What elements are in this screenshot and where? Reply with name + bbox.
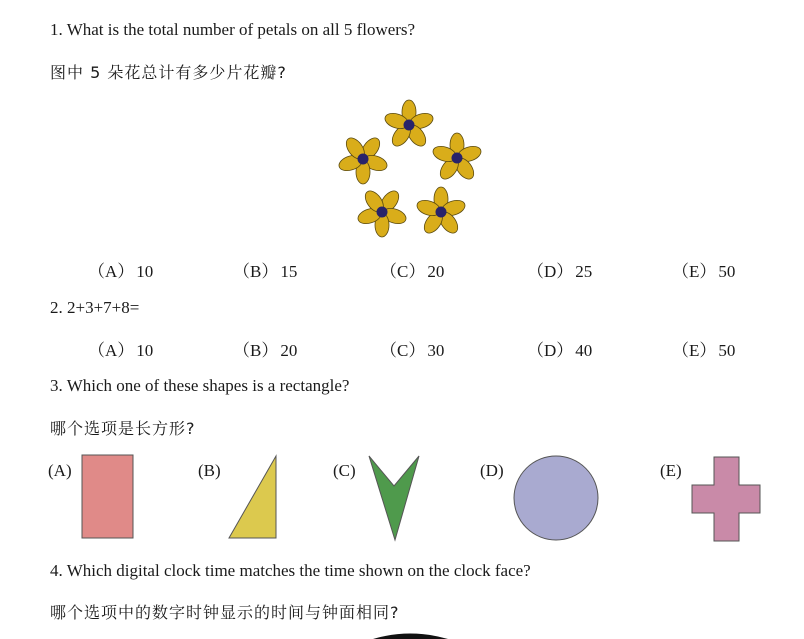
clock-face-partial [373, 634, 448, 639]
q3-option-a-label[interactable]: (A) [48, 461, 72, 480]
arrowhead-shape[interactable] [369, 456, 419, 540]
q3-option-d-label[interactable]: (D) [480, 461, 504, 480]
flower-center [436, 207, 447, 218]
triangle-shape[interactable] [229, 456, 276, 538]
circle-shape[interactable] [514, 456, 598, 540]
q1-option-d[interactable]: （D） 25 [527, 262, 593, 281]
q2-option-b[interactable]: （B） 20 [233, 341, 298, 360]
flower [383, 100, 435, 149]
q1-option-b[interactable]: （B） 15 [233, 262, 298, 281]
q3-option-e-label[interactable]: (E) [660, 461, 682, 480]
cross-shape[interactable] [692, 457, 760, 541]
flower-center [452, 153, 463, 164]
flower-center [358, 154, 369, 165]
flower-center [404, 120, 415, 131]
q1-option-e[interactable]: （E） 50 [672, 262, 736, 281]
question-1-text: 1. What is the total number of petals on all 5 flowers? [50, 20, 416, 39]
q3-option-b-label[interactable]: (B) [198, 461, 221, 480]
flower-center [377, 207, 388, 218]
q2-option-a[interactable]: （A） 10 [88, 341, 154, 360]
flowers-figure [0, 0, 804, 260]
question-4-chinese: 哪个选项中的数字时钟显示的时间与钟面相同? [50, 603, 400, 622]
question-2-text: 2. 2+3+7+8= [50, 298, 140, 317]
flower [415, 187, 467, 236]
flower [356, 188, 408, 237]
flower [431, 133, 483, 182]
q2-option-c[interactable]: （C） 30 [380, 341, 445, 360]
q1-option-a[interactable]: （A） 10 [88, 262, 154, 281]
q2-option-e[interactable]: （E） 50 [672, 341, 736, 360]
q3-option-c-label[interactable]: (C) [333, 461, 356, 480]
rectangle-shape[interactable] [82, 455, 133, 538]
question-3-chinese: 哪个选项是长方形? [50, 419, 196, 438]
q2-option-d[interactable]: （D） 40 [527, 341, 593, 360]
flower [337, 135, 389, 184]
q1-option-c[interactable]: （C） 20 [380, 262, 445, 281]
question-3-text: 3. Which one of these shapes is a rectangle? [50, 376, 350, 395]
question-1-chinese: 图中 5 朵花总计有多少片花瓣? [50, 63, 287, 82]
question-4-text: 4. Which digital clock time matches the time shown on the clock face? [50, 561, 531, 580]
